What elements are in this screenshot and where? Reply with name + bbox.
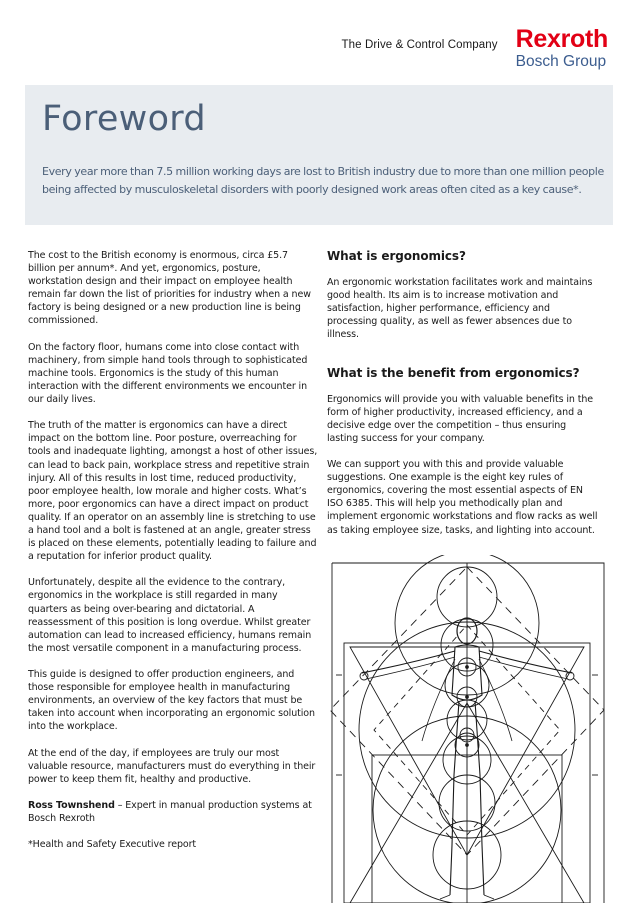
ergonomic-figure-illustration [322, 555, 610, 903]
page-title: Foreword [42, 99, 206, 139]
paragraph: The truth of the matter is ergonomics can have a direct impact on the bottom line. Poor posture, overreaching for tools and inadequate lighting, amongst a host of other issues, can lead to back pain, workplace stress and repetitive strain injury. All of this results in lost time, reduced productivity, poor employee health, low morale and higher costs. What’s more, poor ergonomics can have a direct impact on product quality. If an operator on an assembly line is stretching to use a hand tool and a bolt is fastened at an angle, greater stress is placed on these elements, potentially leading to failure and a reputation for inferior product quality. [28, 420, 318, 563]
footnote: *Health and Safety Executive report [28, 839, 197, 851]
intro-text: Every year more than 7.5 million working days are lost to British industry due to more than one million people being affected by musculoskeletal disorders with poorly designed work areas often cited as a key cause*. [42, 165, 604, 196]
author-name: Ross Townshend [28, 799, 115, 811]
paragraph: The cost to the British economy is enormous, circa £5.7 billion per annum*. And yet, ergonomics, posture, workstation design and their impact on employee health remain far down the list of priorities for industry when a new factory is being designed or a new production line is being commissioned. [28, 250, 311, 327]
paragraph: At the end of the day, if employees are truly our most valuable resource, manufacturers must do everything in their power to keep them fit, healthy and productive. [28, 747, 316, 785]
logo-subline: Bosch Group [515, 53, 607, 70]
rexroth-logo [516, 27, 608, 70]
foreword-header-band [25, 85, 613, 225]
left-column [28, 249, 318, 851]
brand-tagline: The Drive & Control Company [341, 39, 498, 51]
author-credit [28, 799, 318, 825]
section-heading: What is the benefit from ergonomics? [327, 365, 580, 380]
right-column [327, 249, 599, 550]
paragraph: On the factory floor, humans come into close contact with machinery, from simple hand tools through to sophisticated machine tools. Ergonomics is the study of this human interaction with the different environments we encounter in our daily lives. [28, 341, 308, 406]
paragraph: This guide is designed to offer production engineers, and those responsible for employee health in manufacturing environments, an overview of the key factors that must be taken into account when incorporating an ergonomic solution into the workplace. [28, 669, 315, 733]
brand-header [342, 27, 608, 70]
logo-wordmark: Rexroth [515, 25, 608, 53]
paragraph: Unfortunately, despite all the evidence to the contrary, ergonomics in the workplace is still regarded in many quarters as being over-bearing and dictatorial. A reassessment of this position is long overdue. Whilst greater automation can lead to increased efficiency, humans remain the most versatile component in a manufacturing process. [28, 577, 312, 654]
paragraph: Ergonomics will provide you with valuable benefits in the form of higher productivity, increased efficiency, and a decisive edge over the competition – thus ensuring lasting success for your company. [327, 393, 594, 444]
section-heading: What is ergonomics? [327, 249, 466, 263]
paragraph: An ergonomic workstation facilitates work and maintains good health. Its aim is to increase motivation and satisfaction, higher performance, efficiency and processing quality, as well as fewer absences due to illness. [327, 277, 593, 341]
author-role: – Expert in manual production systems at Bosch Rexroth [28, 799, 312, 825]
paragraph: We can support you with this and provide valuable suggestions. One example is the eight key rules of ergonomics, covering the most essential aspects of EN ISO 6385. This will help you methodically plan and implement ergonomic workstations and flow racks as well as taking employee size, tasks, and lighting into account. [327, 459, 598, 536]
